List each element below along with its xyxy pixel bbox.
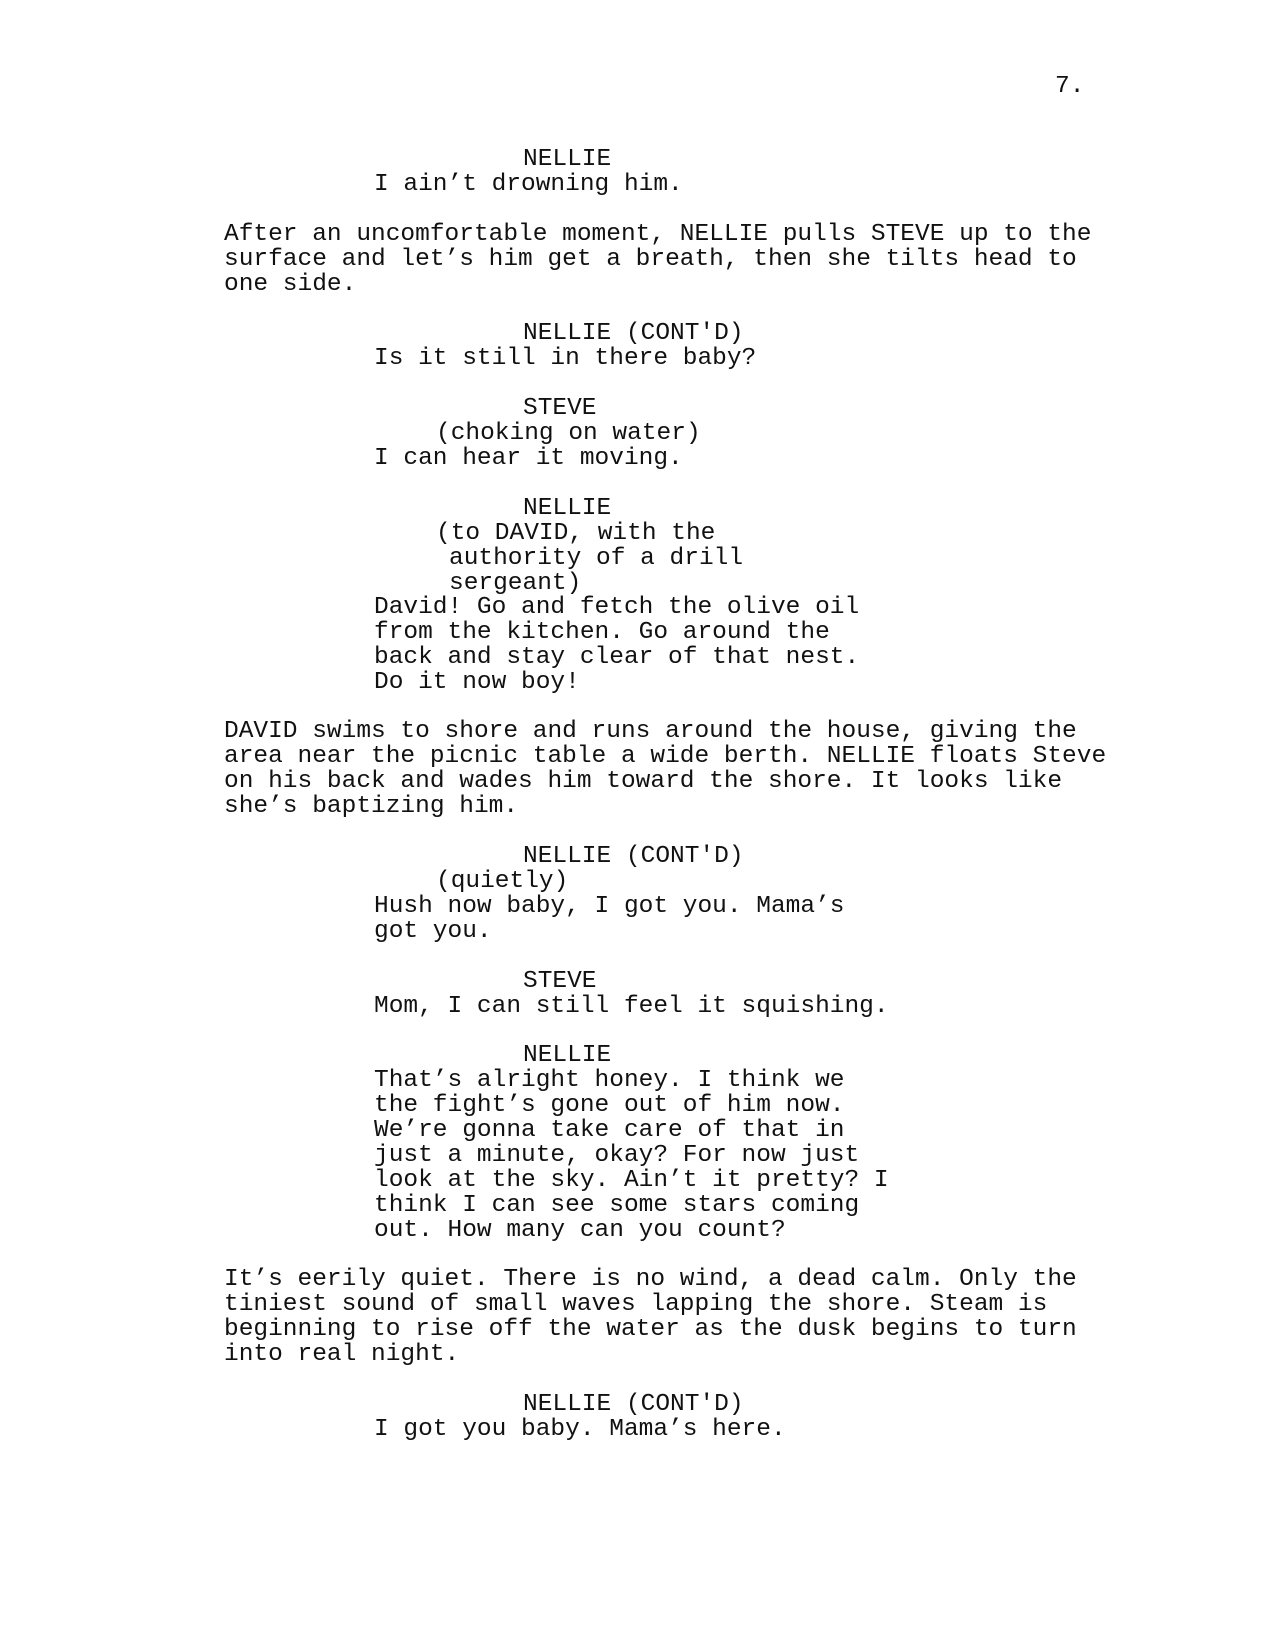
dialogue-line: We’re gonna take care of that in [374,1117,845,1144]
dialogue-line: I can hear it moving. [374,445,683,472]
page-number: 7. [1055,73,1085,100]
dialogue-line: I got you baby. Mama’s here. [374,1416,786,1443]
action-line: surface and let’s him get a breath, then she tilts head to [224,246,1077,273]
parenthetical-line: (choking on water) [436,420,701,447]
character-name: STEVE [523,395,597,422]
dialogue-line: Mom, I can still feel it squishing. [374,993,889,1020]
action-line: beginning to rise off the water as the dusk begins to turn [224,1316,1077,1343]
character-name: NELLIE [523,495,612,522]
action-line: After an uncomfortable moment, NELLIE pulls STEVE up to the [224,221,1092,248]
dialogue-line: got you. [374,918,492,945]
dialogue-line: Is it still in there baby? [374,345,757,372]
action-line: It’s eerily quiet. There is no wind, a dead calm. Only the [224,1266,1077,1293]
parenthetical-line: (to DAVID, with the [436,520,716,547]
dialogue-line: Hush now baby, I got you. Mama’s [374,893,845,920]
action-line: tiniest sound of small waves lapping the shore. Steam is [224,1291,1048,1318]
character-name: NELLIE [523,1042,612,1069]
character-name: STEVE [523,968,597,995]
parenthetical-line: sergeant) [449,570,582,597]
dialogue-line: just a minute, okay? For now just [374,1142,860,1169]
character-name: NELLIE (CONT'D) [523,843,744,870]
dialogue-line: from the kitchen. Go around the [374,619,830,646]
action-line: DAVID swims to shore and runs around the house, giving the [224,718,1077,745]
action-line: on his back and wades him toward the shore. It looks like [224,768,1063,795]
action-line: into real night. [224,1341,460,1368]
dialogue-line: think I can see some stars coming [374,1192,860,1219]
action-line: area near the picnic table a wide berth. NELLIE floats Steve [224,743,1107,770]
dialogue-line: the fight’s gone out of him now. [374,1092,845,1119]
dialogue-line: I ain’t drowning him. [374,171,683,198]
character-name: NELLIE (CONT'D) [523,320,744,347]
action-line: one side. [224,271,357,298]
character-name: NELLIE [523,146,612,173]
character-name: NELLIE (CONT'D) [523,1391,744,1418]
parenthetical-line: authority of a drill [449,545,744,572]
dialogue-line: out. How many can you count? [374,1217,786,1244]
dialogue-line: That’s alright honey. I think we [374,1067,845,1094]
action-line: she’s baptizing him. [224,793,519,820]
dialogue-line: back and stay clear of that nest. [374,644,860,671]
dialogue-line: Do it now boy! [374,669,580,696]
dialogue-line: David! Go and fetch the olive oil [374,594,860,621]
dialogue-line: look at the sky. Ain’t it pretty? I [374,1167,889,1194]
parenthetical-line: (quietly) [436,868,569,895]
